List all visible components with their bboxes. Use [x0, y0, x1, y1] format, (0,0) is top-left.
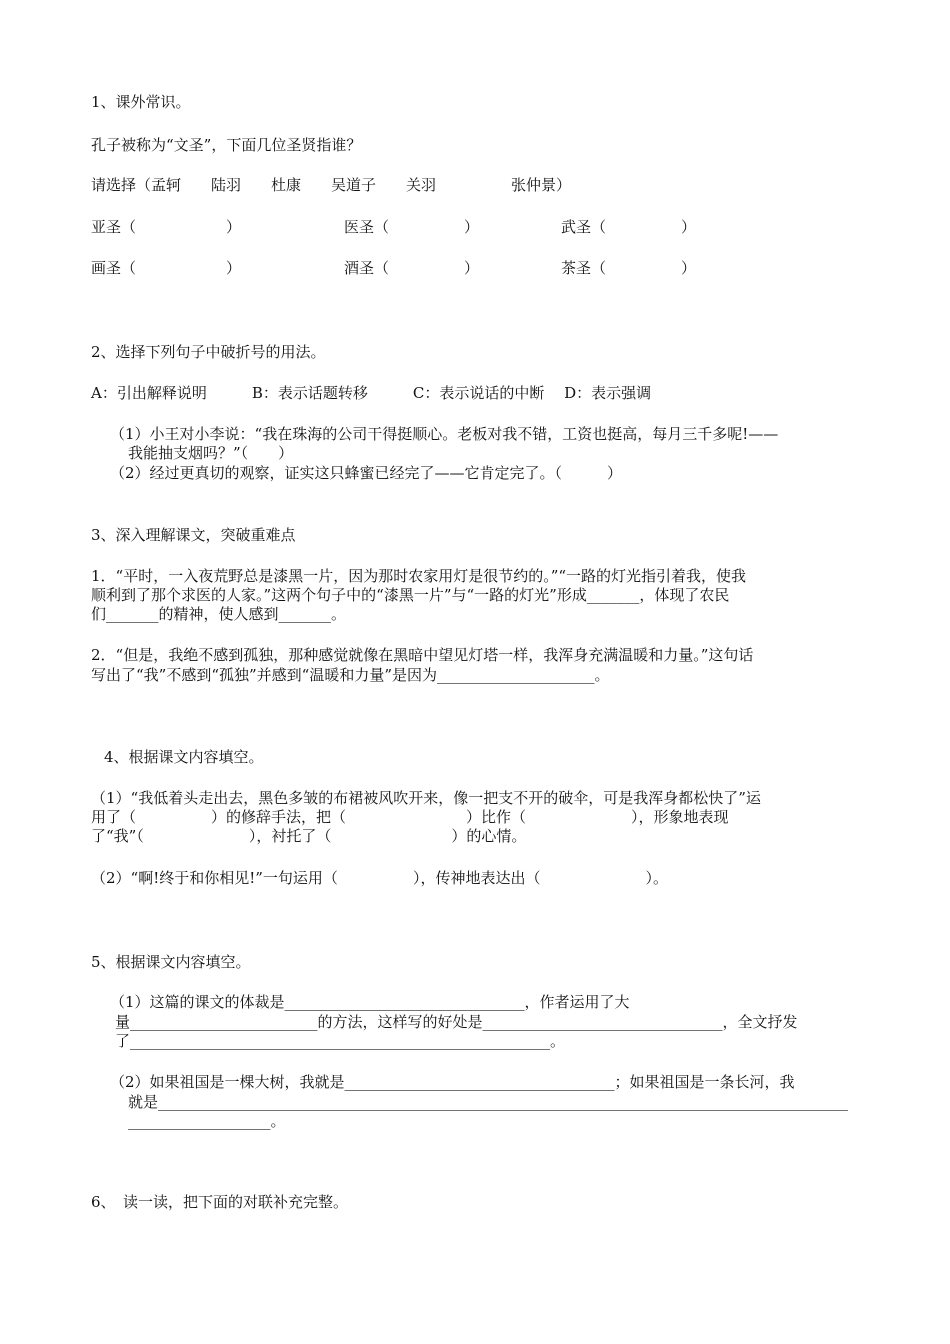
q5-item-1-line-3: 了________________________________________________________。: [115, 1032, 566, 1050]
q1-intro: 孔子被称为“文圣”，下面几位圣贤指谁？: [91, 136, 362, 154]
q3-item-2-line-1: 2．“但是，我绝不感到孤独，那种感觉就像在黑暗中望见灯塔一样，我浑身充满温暖和力量。”这句话: [91, 646, 754, 664]
q5-item-1-line-1: （1）这篇的课文的体裁是________________________________，作者运用了大: [110, 993, 630, 1011]
q4-heading: 4、根据课文内容填空。: [104, 748, 264, 766]
q5-item-2-line-3: ___________________。: [128, 1112, 286, 1130]
q1-choices: 请选择（孟轲 陆羽 杜康 吴道子 关羽 张仲景）: [91, 176, 572, 194]
q1-blank-yisheng: 医圣（ ）: [344, 218, 480, 236]
q4-item-1-line-3: 了“我”（ ），衬托了（ ）的心情。: [91, 827, 527, 845]
q5-item-1-line-2: 量_________________________的方法，这样写的好处是________________________________，全文抒发: [115, 1013, 798, 1031]
q5-item-2-line-2: 就是____________________________________________________________________________________________: [128, 1093, 849, 1111]
q3-heading: 3、深入理解课文，突破重难点: [91, 526, 296, 544]
q5-item-2-line-1: （2）如果祖国是一棵大树，我就是____________________________________；如果祖国是一条长河，我: [110, 1073, 795, 1091]
q6-heading: 6、 读一读，把下面的对联补充完整。: [91, 1193, 349, 1211]
q5-heading: 5、根据课文内容填空。: [91, 953, 251, 971]
q3-item-1-line-1: 1．“平时，一入夜荒野总是漆黑一片，因为那时农家用灯是很节约的。”“一路的灯光指引着我，使我: [91, 567, 747, 585]
q2-heading: 2、选择下列句子中破折号的用法。: [91, 343, 326, 361]
q4-item-2: （2）“啊!终于和你相见!”一句运用（ ），传神地表达出（ ）。: [91, 869, 668, 887]
q2-options: A：引出解释说明 B：表示话题转移 C：表示说话的中断 D：表示强调: [91, 384, 652, 402]
q1-blank-wusheng: 武圣（ ）: [561, 218, 697, 236]
q1-blank-chasheng: 茶圣（ ）: [561, 259, 697, 277]
q3-item-1-line-3: 们_______的精神，使人感到_______。: [91, 605, 347, 623]
q4-item-1-line-2: 用了（ ）的修辞手法，把（ ）比作（ ），形象地表现: [91, 808, 729, 826]
q3-item-1-line-2: 顺利到了那个求医的人家。”这两个句子中的“漆黑一片”与“一路的灯光”形成_______，体现了农民: [91, 586, 730, 604]
q2-sentence-2: （2）经过更真切的观察，证实这只蜂蜜已经完了——它肯定完了。（ ）: [110, 464, 623, 482]
q4-item-1-line-1: （1）“我低着头走出去，黑色多皱的布裙被风吹开来，像一把支不开的破伞，可是我浑身都松快了”运: [91, 789, 761, 807]
q1-heading: 1、课外常识。: [91, 93, 191, 111]
q3-item-2-line-2: 写出了“我”不感到“孤独”并感到“温暖和力量”是因为_____________________。: [91, 666, 610, 684]
q1-blank-jiusheng: 酒圣（ ）: [344, 259, 480, 277]
q2-sentence-1-line-2: 我能抽支烟吗？”（ ）: [128, 444, 294, 462]
q1-blank-huasheng: 画圣（ ）: [91, 259, 242, 277]
q1-blank-yasheng: 亚圣（ ）: [91, 218, 242, 236]
q2-sentence-1-line-1: （1）小王对小李说：“我在珠海的公司干得挺顺心。老板对我不错，工资也挺高，每月三千多呢!——: [110, 425, 779, 443]
